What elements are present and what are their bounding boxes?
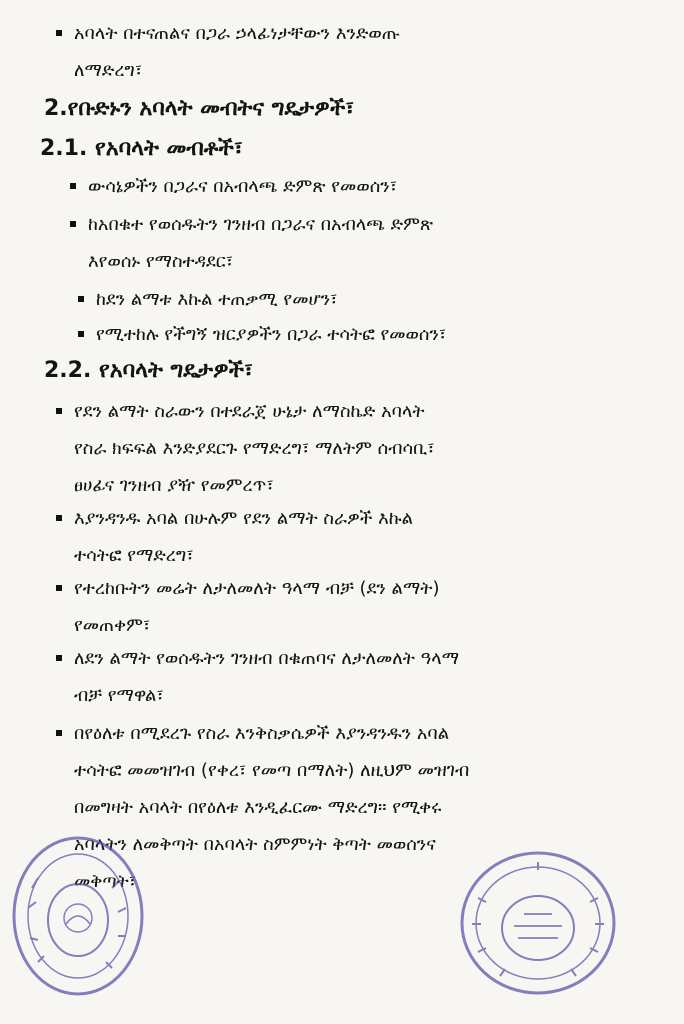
bullet-marker [56, 655, 62, 661]
text-line: አባላትን ለመቅጣት በአባላት ስምምነት ቅጣት መወሰንና [74, 834, 436, 855]
bullet-marker [56, 30, 62, 36]
text-line: ፀሀፊና ገንዘብ ያዥ የመምረጥ፣ [74, 475, 274, 496]
text-line: እየወሰኑ የማስተዳደር፣ [88, 251, 234, 272]
bullet-marker [78, 296, 84, 302]
text-line: በመግዛት አባላት በየዕለቱ እንዲፈርሙ ማድረግ፡፡ የሚቀሩ [74, 797, 442, 818]
list-item [96, 316, 446, 353]
text-line: እያንዳንዱ አባል በሁሉም የደን ልማት ስራዎች እኩል [74, 508, 414, 529]
text-line: የመጠቀም፣ [74, 615, 151, 636]
list-item [88, 206, 433, 280]
text-line: ለማድረግ፣ [74, 60, 143, 81]
text-line: በየዕለቱ በሚደረጉ የስራ እንቅስቃሴዎች እያንዳንዱን አባል [74, 723, 450, 744]
text-line: የተረከቡትን መሬት ለታለመለት ዓላማ ብቻ (ደን ልማት) [74, 578, 440, 599]
list-item [74, 640, 459, 714]
text-line: መቅጣት፣ [74, 871, 137, 892]
section-2-heading: 2.የቡድኑን አባላት መብትና ግዴታዎች፣ [44, 96, 355, 121]
list-item [96, 281, 338, 318]
bullet-marker [70, 221, 76, 227]
bullet-marker [56, 730, 62, 736]
text-line: ከአበቁተ የወሰዱትን ገንዘብ በጋራና በአብላጫ ድምጽ [88, 214, 434, 235]
text-line: የደን ልማት ስራውን በተደራጀ ሁኔታ ለማስኬድ አባላት [74, 401, 425, 422]
list-item [74, 570, 439, 644]
text-line: ውሳኔዎችን በጋራና በአብላጫ ድምጽ የመወሰን፣ [88, 176, 398, 197]
list-item [74, 393, 435, 504]
left-seal-stamp [8, 828, 148, 998]
right-seal-stamp [458, 848, 618, 998]
bullet-marker [56, 515, 62, 521]
bullet-marker [56, 408, 62, 414]
text-line: የስራ ክፍፍል እንድያደርጉ የማድረግ፣ ማለትም ሰብሳቢ፣ [74, 438, 435, 459]
text-line: ብቻ የማዋል፣ [74, 685, 164, 706]
text-line: አባላት በተናጠልና በጋራ ኃላፊነታቸውን እንድወጡ [74, 23, 400, 44]
text-line: ከደን ልማቱ እኩል ተጠቃሚ የመሆን፣ [96, 289, 338, 310]
text-line: የሚተከሉ የችግኝ ዝርያዎችን በጋራ ተሳትፎ የመወሰን፣ [96, 324, 447, 345]
text-line: ለደን ልማት የወሰዱትን ገንዘብ በቁጠባና ለታለመለት ዓላማ [74, 648, 460, 669]
bullet-marker [56, 585, 62, 591]
list-item [88, 168, 397, 205]
list-item-top [74, 15, 400, 89]
list-item [74, 500, 413, 574]
text-line: ተሳትፎ የማድረግ፣ [74, 545, 194, 566]
section-2-1-heading: 2.1. የአባላት መብቶች፣ [40, 136, 243, 161]
text-line: ተሳትፎ መመዝገብ (የቀረ፣ የመጣ በማለት) ለዚህም መዝገብ [74, 760, 470, 781]
bullet-marker [70, 183, 76, 189]
bullet-marker [78, 331, 84, 337]
section-2-2-heading: 2.2. የአባላት ግዴታዎች፣ [44, 358, 254, 383]
